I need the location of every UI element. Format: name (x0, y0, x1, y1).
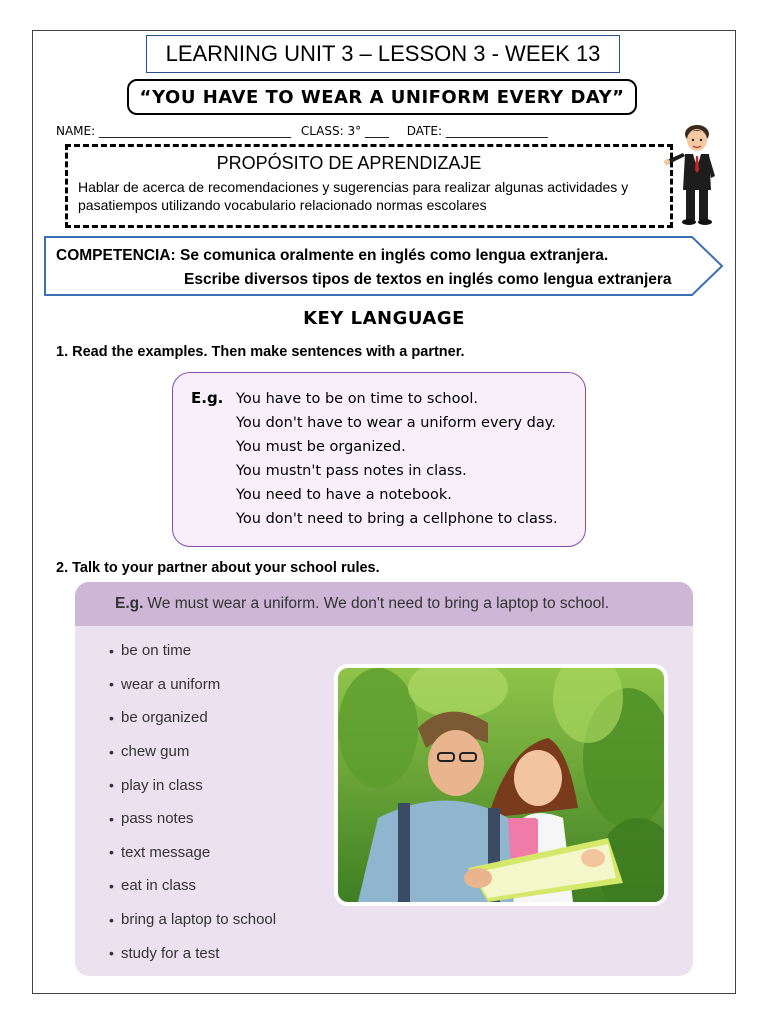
bullet-icon: • (109, 676, 114, 693)
name-field[interactable]: NAME: ________________________________ (56, 124, 291, 138)
example-line: You mustn't pass notes in class. (236, 463, 467, 479)
rules-example-text: We must wear a uniform. We don't need to bring a laptop to school. (147, 595, 610, 612)
example-line: You don't have to wear a uniform every day. (236, 415, 556, 431)
purpose-title: PROPÓSITO DE APRENDIZAJE (216, 153, 482, 173)
competencia-line1: Se comunica oralmente en inglés como lengua extranjera. (180, 247, 609, 264)
list-item: • chew gum (109, 743, 190, 761)
competencia-line2: Escribe diversos tipos de textos en inglés como lengua extranjera (184, 271, 672, 288)
competencia-label: COMPETENCIA: (56, 247, 176, 264)
bullet-icon: • (109, 911, 114, 928)
bullet-icon: • (109, 810, 114, 827)
example-line: You need to have a notebook. (236, 487, 452, 503)
eg-label: E.g. (115, 595, 144, 612)
purpose-text: Hablar de acerca de recomendaciones y sugerencias para realizar algunas actividades y pasatiempos utilizando vocabulario relacionado normas escolares (78, 179, 629, 213)
page-title: LEARNING UNIT 3 – LESSON 3 - WEEK 13 (146, 35, 620, 73)
list-item: • text message (109, 843, 211, 861)
students-photo (334, 664, 668, 906)
lesson-subtitle: “YOU HAVE TO WEAR A UNIFORM EVERY DAY” (127, 79, 637, 115)
bullet-icon: • (109, 777, 114, 794)
examples-box (172, 372, 586, 547)
example-line: You don't need to bring a cellphone to class. (236, 511, 558, 527)
exercise-2-instruction: 2. Talk to your partner about your school rules. (56, 560, 380, 576)
list-item: • pass notes (109, 810, 194, 828)
list-item: • study for a test (109, 944, 220, 962)
competencia-text (56, 244, 672, 292)
list-item: • be on time (109, 642, 192, 660)
students-illustration (338, 668, 664, 902)
key-language-heading: KEY LANGUAGE (303, 308, 465, 329)
bullet-icon: • (109, 877, 114, 894)
bullet-icon: • (109, 709, 114, 726)
exercise-1-instruction: 1. Read the examples. Then make sentences with a partner. (56, 344, 465, 360)
eg-label: E.g. (191, 389, 224, 407)
bullet-icon: • (109, 642, 114, 659)
list-item: • eat in class (109, 877, 197, 895)
purpose-box (65, 144, 673, 228)
rules-list (109, 634, 276, 970)
competencia-banner (44, 236, 724, 296)
teacher-icon (663, 120, 725, 226)
date-field[interactable]: DATE: _________________ (406, 124, 548, 138)
examples-list (236, 387, 558, 531)
student-info-row (56, 124, 656, 138)
list-item: • be organized (109, 709, 208, 727)
rules-example-header (75, 582, 693, 626)
example-line: You have to be on time to school. (236, 391, 478, 407)
list-item: • play in class (109, 776, 203, 794)
example-line: You must be organized. (236, 439, 406, 455)
list-item: • bring a laptop to school (109, 911, 277, 929)
bullet-icon: • (109, 743, 114, 760)
list-item: • wear a uniform (109, 675, 221, 693)
bullet-icon: • (109, 844, 114, 861)
class-field[interactable]: CLASS: 3° ____ (300, 124, 389, 138)
bullet-icon: • (109, 945, 114, 962)
